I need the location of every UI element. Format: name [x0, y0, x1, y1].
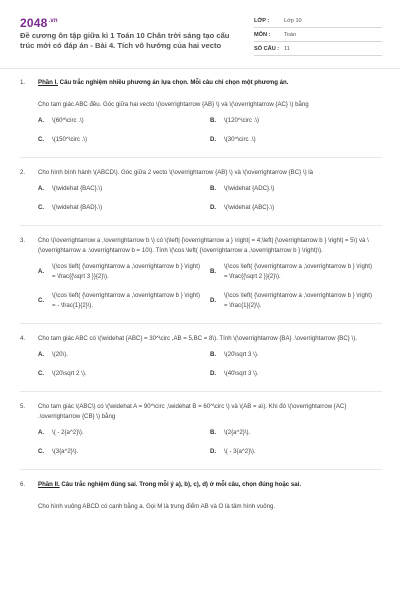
- answer-option[interactable]: [210, 203, 382, 213]
- question: [20, 402, 382, 457]
- answer-option[interactable]: [210, 447, 382, 457]
- section-label: Phần II.: [38, 481, 60, 488]
- divider: [20, 391, 382, 392]
- option-text: \(\cos \left( {\overrightarrow a ,\overrightarrow b } \right) = \frac{1}{2}\).: [224, 292, 372, 309]
- document-title: Đề cương ôn tập giữa kì 1 Toán 10 Chân trời sáng tạo cấu trúc mới có đáp án - Bài 4. Tích vô hướng của hai vecto: [20, 31, 230, 50]
- option-text: \(20\sqrt 3 \).: [224, 351, 259, 358]
- divider: [20, 157, 382, 158]
- question-text: Cho hình bình hành \(ABCD\). Góc giữa 2 vecto \(\overrightarrow {AB} \) và \(\overrightarrow {BC} \) là: [38, 169, 314, 176]
- logo-suffix: .vn: [48, 18, 58, 24]
- answer-option[interactable]: [38, 447, 210, 457]
- question-number: 5.: [20, 403, 26, 410]
- logo-text: 2048: [20, 16, 48, 30]
- option-text: \(\cos \left( {\overrightarrow a ,\overrightarrow b } \right) = - \frac{1}{2}\).: [52, 292, 200, 309]
- question: [20, 502, 382, 512]
- section-instructions: Câu trắc nghiệm nhiều phương án lựa chọn. Mỗi câu chỉ chọn một phương án.: [57, 79, 289, 86]
- answer-option[interactable]: [38, 135, 210, 145]
- divider: [20, 225, 382, 226]
- question-text: Cho \(\overrightarrow a ,\overrightarrow b \) có \(\left| {\overrightarrow a } \right| = 4;\left| {\overrightarrow b } \right| = 5\) và \(\overrightarrow a .\overrightarrow b = 10\). Tính \(\cos \left( {\overrightarrow a ,\overrightarrow b } \right)\).: [38, 237, 369, 254]
- answer-option[interactable]: [38, 203, 210, 213]
- question-number: 1.: [20, 79, 26, 86]
- option-letter: D.: [210, 204, 217, 211]
- meta-row-subject: [254, 28, 382, 42]
- option-letter: A.: [38, 429, 45, 436]
- question-text: Cho tam giác \(ABC\) có \(\widehat A = 90^\circ ,\widehat B = 60^\circ \) và \(AB = a\). Khi đó \(\overrightarrow {AC} .\overrightarrow {CB} \) bằng: [38, 403, 347, 420]
- question: [20, 100, 382, 145]
- option-text: \(60^\circ .\): [52, 117, 84, 124]
- section-heading: [20, 78, 382, 88]
- answer-option[interactable]: [210, 135, 382, 145]
- option-text: \( - 3{a^2}\).: [224, 448, 256, 455]
- option-text: \(40\sqrt 3 \).: [224, 370, 259, 377]
- answer-option[interactable]: [210, 116, 382, 126]
- option-letter: B.: [210, 185, 217, 192]
- meta-value: Toán: [284, 31, 297, 38]
- option-text: \(150^\circ .\): [52, 136, 88, 143]
- option-letter: C.: [38, 204, 45, 211]
- option-letter: C.: [38, 448, 45, 455]
- option-text: \(\cos \left( {\overrightarrow a ,\overrightarrow b } \right) = \frac{{\sqrt 2 }}{2}\).: [224, 263, 372, 280]
- meta-key: MÔN :: [254, 31, 271, 38]
- question-text: Cho tam giác ABC đều. Góc giữa hai vecto \(\overrightarrow {AB} \) và \(\overrightarrow {AC} \) bằng: [38, 101, 309, 108]
- answer-option[interactable]: [210, 262, 382, 282]
- option-text: \(\widehat {ABC}.\): [224, 204, 275, 211]
- option-letter: A.: [38, 351, 45, 358]
- option-letter: C.: [38, 136, 45, 143]
- divider: [20, 469, 382, 470]
- answer-option[interactable]: [38, 291, 210, 311]
- question-text: Cho tam giác ABC có \(\widehat {ABC} = 30^\circ ,AB = 5,BC = 8\). Tính \(\overrightarrow {BA} .\overrightarrow {BC} \).: [38, 335, 357, 342]
- answer-options: [38, 184, 382, 213]
- answer-option[interactable]: [210, 184, 382, 194]
- option-text: \(\widehat {BAD}.\): [52, 204, 103, 211]
- meta-row-count: [254, 42, 382, 56]
- option-letter: C.: [38, 297, 45, 304]
- section-label: Phần I.: [38, 79, 58, 86]
- answer-option[interactable]: [38, 262, 210, 282]
- option-letter: B.: [210, 429, 217, 436]
- section-instructions: Câu trắc nghiệm đúng sai. Trong mỗi ý a), b), c), d) ở mỗi câu, chọn đúng hoặc sai.: [59, 481, 302, 488]
- option-letter: A.: [38, 185, 45, 192]
- meta-value: 11: [284, 45, 290, 52]
- question: [20, 334, 382, 379]
- meta-row-class: [254, 14, 382, 28]
- answer-option[interactable]: [210, 291, 382, 311]
- section-heading: [20, 480, 382, 490]
- question-number: 3.: [20, 237, 26, 244]
- answer-option[interactable]: [210, 350, 382, 360]
- option-text: \(30^\circ .\): [224, 136, 256, 143]
- option-text: \(\cos \left( {\overrightarrow a ,\overrightarrow b } \right) = \frac{{\sqrt 3 }}{2}\).: [52, 263, 200, 280]
- option-letter: A.: [38, 268, 45, 275]
- answer-option[interactable]: [210, 369, 382, 379]
- answer-option[interactable]: [210, 428, 382, 438]
- header: [0, 0, 400, 69]
- meta-key: LỚP :: [254, 17, 270, 24]
- option-text: \(2{a^2}\).: [224, 429, 251, 436]
- divider: [20, 323, 382, 324]
- document-meta: [254, 14, 382, 56]
- question: [20, 236, 382, 311]
- option-letter: D.: [210, 297, 217, 304]
- option-text: \(120^\circ .\): [224, 117, 260, 124]
- answer-options: [38, 350, 382, 379]
- option-text: \(20\sqrt 2 \).: [52, 370, 87, 377]
- answer-option[interactable]: [38, 428, 210, 438]
- question-number: 2.: [20, 169, 26, 176]
- question-number: 4.: [20, 335, 26, 342]
- answer-option[interactable]: [38, 184, 210, 194]
- option-letter: B.: [210, 268, 217, 275]
- meta-key: SỐ CÂU :: [254, 45, 280, 52]
- option-text: \(3{a^2}\).: [52, 448, 79, 455]
- question: [20, 168, 382, 213]
- answer-options: [38, 116, 382, 145]
- answer-option[interactable]: [38, 116, 210, 126]
- option-letter: A.: [38, 117, 45, 124]
- answer-options: [38, 428, 382, 457]
- option-letter: D.: [210, 448, 217, 455]
- question-number: 6.: [20, 481, 26, 488]
- option-text: \( - 2{a^2}\).: [52, 429, 84, 436]
- option-letter: B.: [210, 117, 217, 124]
- meta-value: Lớp 10: [284, 17, 302, 24]
- answer-option[interactable]: [38, 369, 210, 379]
- question-text: Cho hình vuông ABCD có cạnh bằng a. Gọi M là trung điểm AB và O là tâm hình vuông.: [38, 503, 276, 510]
- option-text: \(\widehat {BAC}.\): [52, 185, 103, 192]
- question-list: [20, 78, 382, 524]
- option-letter: D.: [210, 370, 217, 377]
- option-letter: C.: [38, 370, 45, 377]
- section-title: [38, 78, 382, 88]
- answer-options: [38, 262, 382, 311]
- answer-option[interactable]: [38, 350, 210, 360]
- section-title: [38, 480, 382, 490]
- option-text: \(20\).: [52, 351, 68, 358]
- option-text: \(\widehat {ADC}.\): [224, 185, 275, 192]
- site-logo[interactable]: [20, 16, 58, 30]
- option-letter: B.: [210, 351, 217, 358]
- option-letter: D.: [210, 136, 217, 143]
